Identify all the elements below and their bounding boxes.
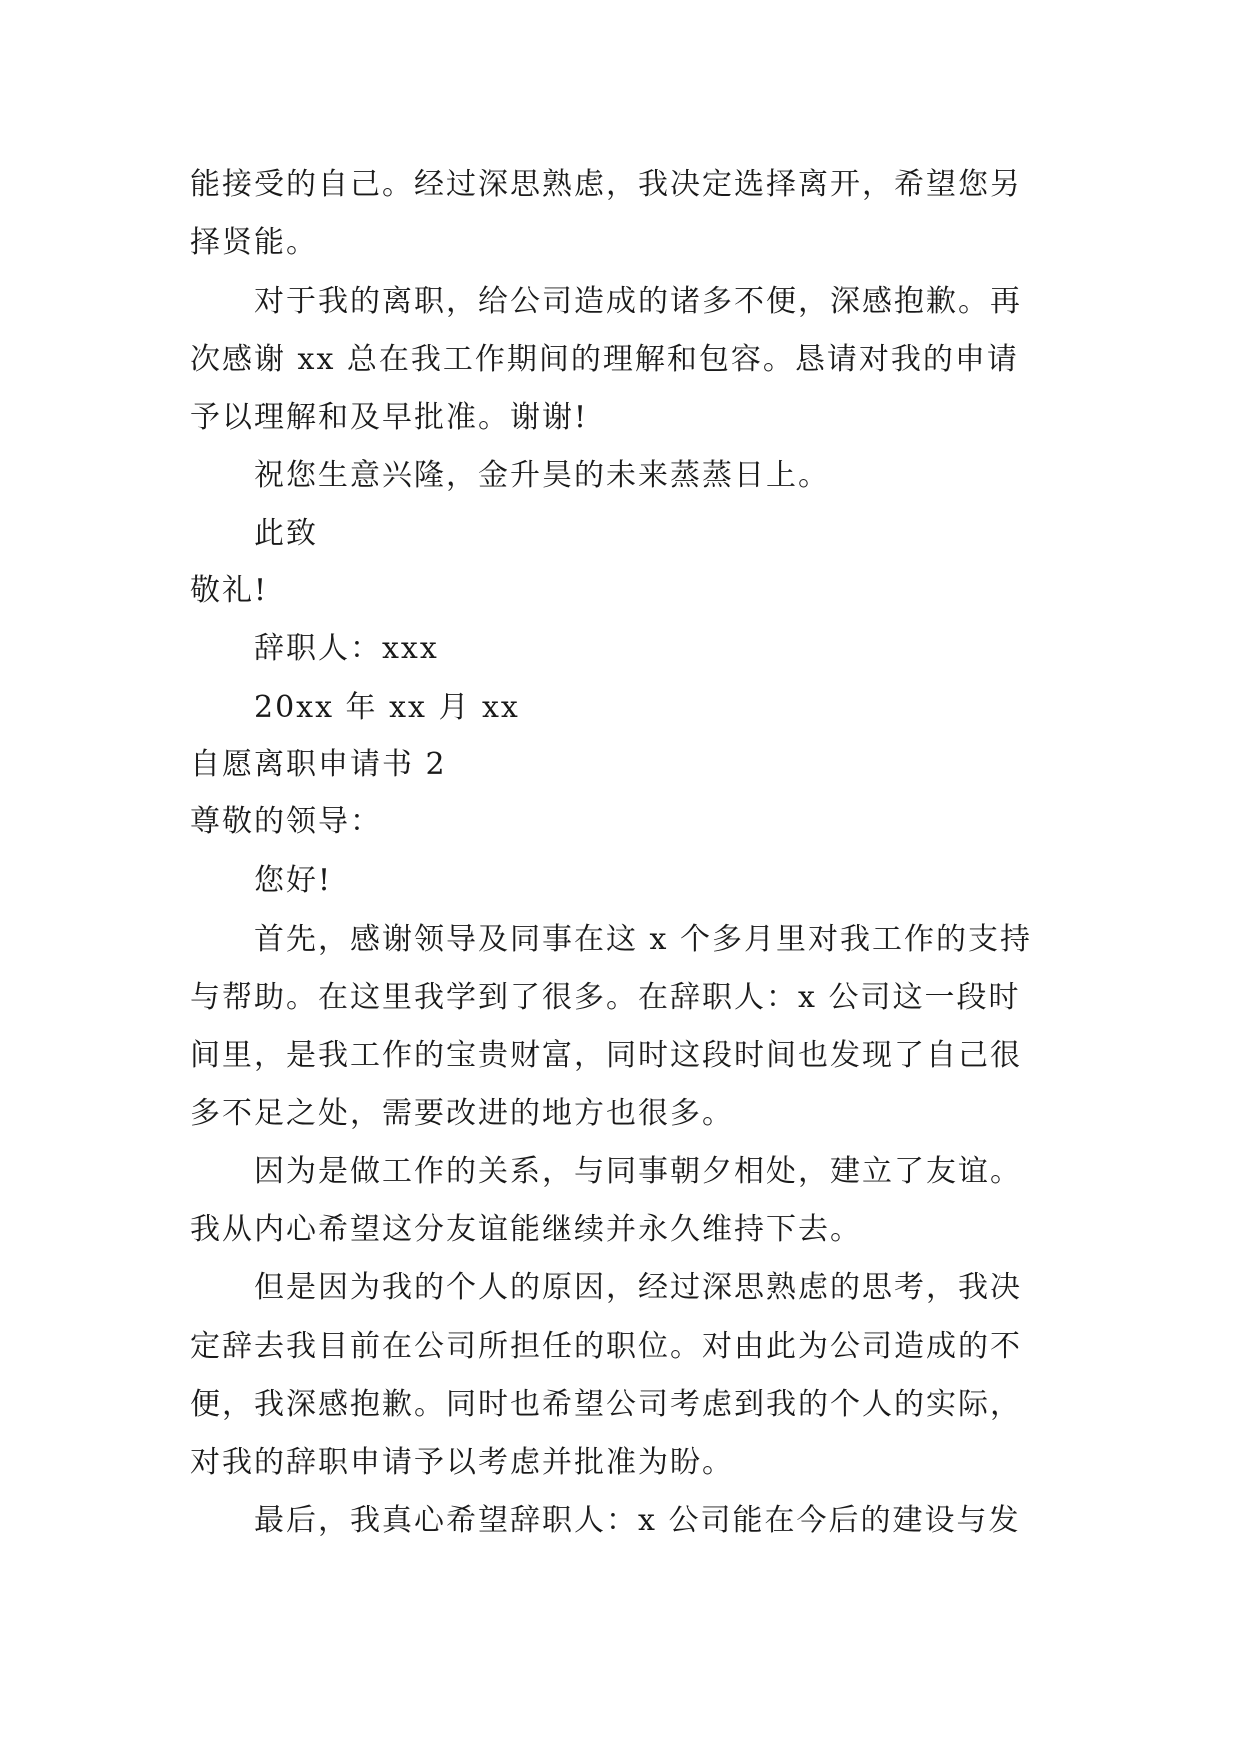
signature-line: 辞职人：xxx (254, 631, 439, 666)
closing-line: 此致 (254, 516, 318, 551)
greeting-line: 尊敬的领导： (190, 804, 382, 839)
paragraph-line: 予以理解和及早批准。谢谢! (190, 400, 589, 435)
paragraph-line: 对于我的离职，给公司造成的诸多不便，深感抱歉。再 (254, 284, 1022, 319)
date-line: 20xx 年 xx 月 xx (254, 690, 520, 725)
paragraph-line: 我从内心希望这分友谊能继续并永久维持下去。 (190, 1212, 862, 1247)
paragraph-line: 最后，我真心希望辞职人：x 公司能在今后的建设与发 (254, 1503, 1021, 1538)
paragraph-line: 首先，感谢领导及同事在这 x 个多月里对我工作的支持 (254, 922, 1032, 957)
paragraph-line: 您好! (254, 863, 333, 898)
paragraph-line: 择贤能。 (190, 225, 318, 260)
paragraph-line: 定辞去我目前在公司所担任的职位。对由此为公司造成的不 (190, 1329, 1022, 1364)
paragraph-line: 多不足之处，需要改进的地方也很多。 (190, 1096, 734, 1131)
paragraph-line: 但是因为我的个人的原因，经过深思熟虑的思考，我决 (254, 1270, 1022, 1305)
paragraph-line: 次感谢 xx 总在我工作期间的理解和包容。恳请对我的申请 (190, 342, 1019, 377)
paragraph-line: 因为是做工作的关系，与同事朝夕相处，建立了友谊。 (254, 1154, 1022, 1189)
paragraph-line: 能接受的自己。经过深思熟虑，我决定选择离开，希望您另 (190, 167, 1022, 202)
section-title: 自愿离职申请书 2 (190, 747, 447, 782)
paragraph-line: 祝您生意兴隆，金升昊的未来蒸蒸日上。 (254, 458, 830, 493)
paragraph-line: 便，我深感抱歉。同时也希望公司考虑到我的个人的实际， (190, 1387, 1022, 1422)
salutation-line: 敬礼! (190, 573, 269, 608)
paragraph-line: 对我的辞职申请予以考虑并批准为盼。 (190, 1445, 734, 1480)
paragraph-line: 与帮助。在这里我学到了很多。在辞职人：x 公司这一段时 (190, 980, 1021, 1015)
paragraph-line: 间里，是我工作的宝贵财富，同时这段时间也发现了自己很 (190, 1038, 1022, 1073)
